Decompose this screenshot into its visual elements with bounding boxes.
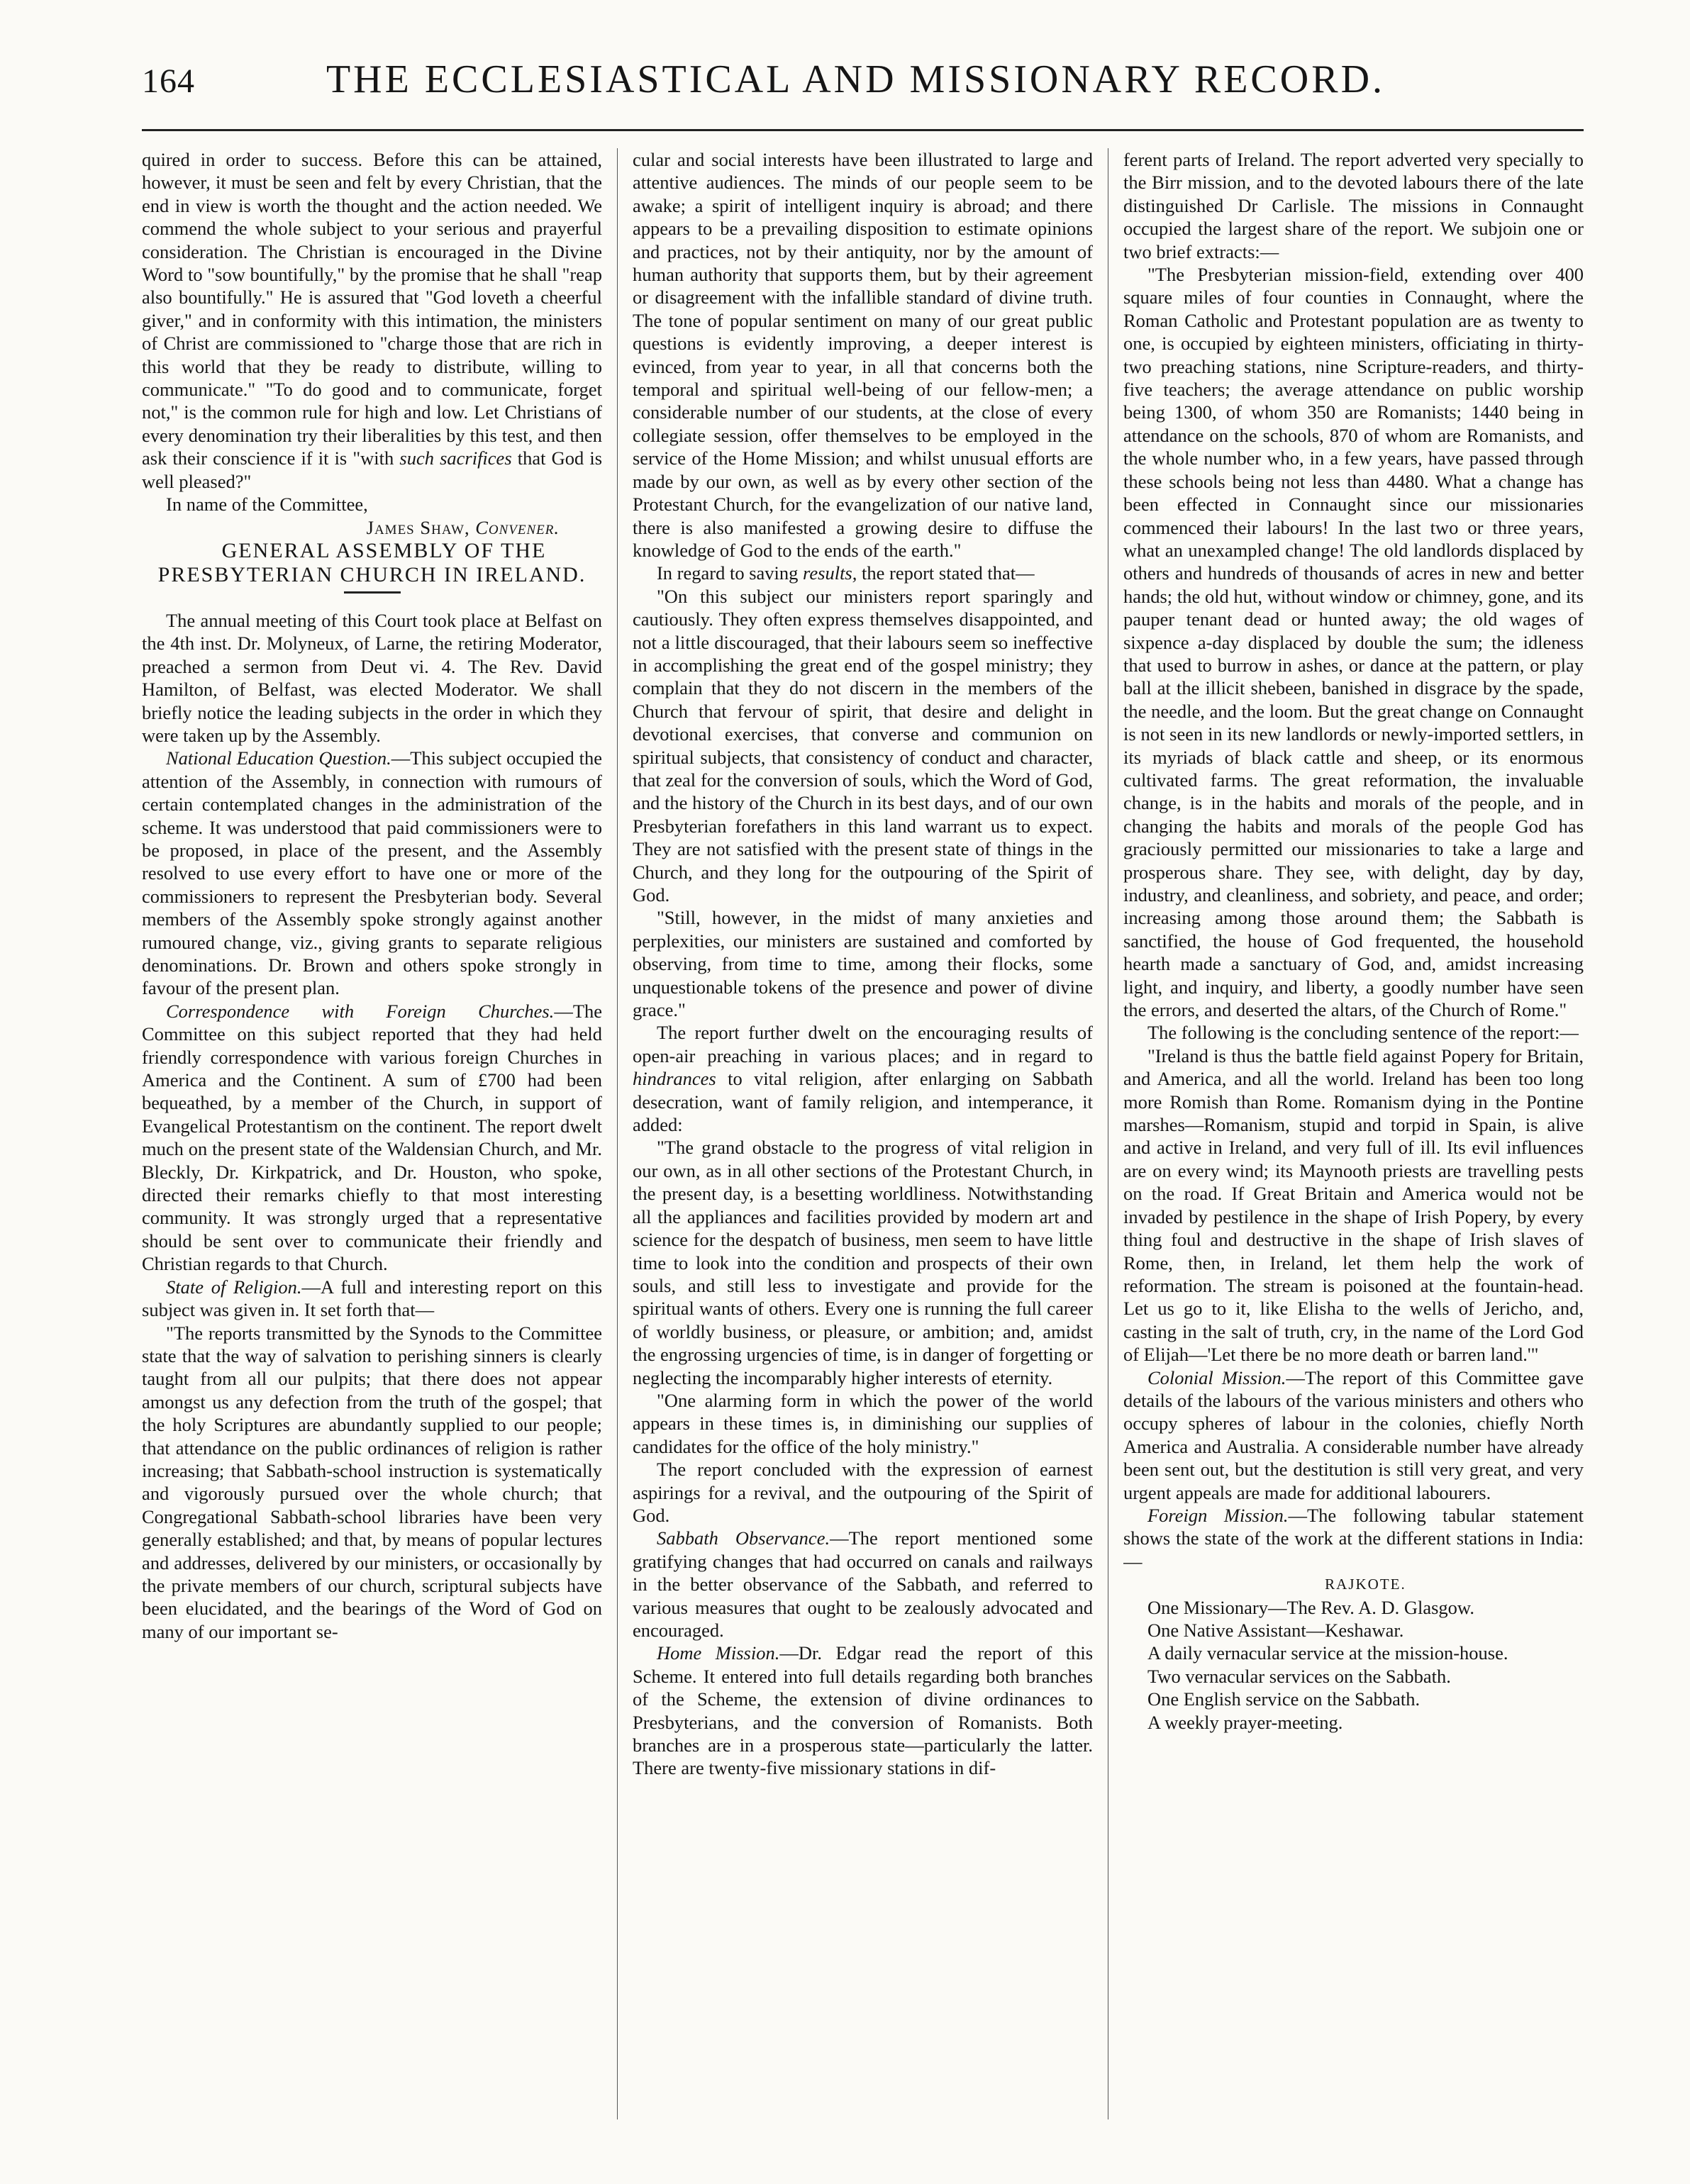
emphasis: results,	[803, 562, 857, 584]
section-rule	[344, 591, 401, 594]
list-item: One English service on the Sabbath.	[1147, 1688, 1421, 1710]
quoted-paragraph: "The Presbyterian mission-field, extending over 400 square miles of four counties in Connaught, where the Roman Catholic and Protestant population are as twenty to one, is occupied by eighteen ministers, officiating in thirty-two preaching stations, nine Scripture-readers, and thirty-five teachers; the average attendance on public worship being 1300, of whom 350 are Romanists; 1440 being in attendance on the schools, 870 of whom are Romanists, and the whole number who, in a few years, have passed through these schools being not less than 4480. What a change has been effected in Connaught since our missionaries commenced their labours! In the last two or three years, what an unexampled change! The old landlords displaced by others and hundreds of thousands of acres in new and better hands; the old hut, without window or chimney, gone, and its pauper tenant dead or hunted away; the old wages of sixpence a-day displaced by double the sum; the idleness that used to burrow in ashes, or dance at the pattern, or play ball at the illicit shebeen, banished in disgrace by the spade, the needle, and the loom. But the great change on Connaught is not seen in its new landlords or newly-imported settlers, in its myriads of black cattle and sheep, or its enormous cultivated farms. The great reformation, the invaluable change, is in the habits and morals of the people, and in changing the habits and morals of the people God has graciously permitted our missionaries to take a large and prosperous share. They see, with delight, day by day, industry, and cleanliness, and sobriety, and peace, and order; increasing among those around them; the Sabbath is sanctified, the house of God frequented, the household hearth made a sanctuary of God, and, amidst increasing light, and inquiry, and liberty, a goodly number have seen the errors, and deserted the altars, of the Church of Rome."	[1123, 264, 1584, 1021]
subheading: Correspondence with Foreign Churches.	[166, 1000, 555, 1022]
paragraph: State of Religion.—A full and interesting report on this subject was given in. It set forth that—	[142, 1276, 603, 1321]
column-2	[633, 148, 1093, 2119]
page-header	[142, 57, 1584, 119]
paragraph: cular and social interests have been illustrated to large and attentive audiences. The minds of our people seem to be awake; a spirit of intelligent inquiry is abroad; and there appears to be a prevailing disposition to estimate opinions and practices, not by their antiquity, nor by the amount of human authority that supports them, but by their agreement or disagreement with the infallible standard of divine truth. The tone of popular sentiment on many of our great public questions is evidently improving, a deeper interest is evinced, from year to year, in all that concerns both the temporal and spiritual well-being of our fellow-men; a considerable number of our students, at the close of every collegiate session, offer themselves to be employed in the service of the Home Mission; and whilst unusual efforts are made by our own, as well as by every other section of the Protestant Church, for the evangelization of our native land, there is also manifested a growing desire to diffuse the knowledge of God to the ends of the earth."	[632, 149, 1093, 561]
signature	[142, 516, 602, 539]
list-item: One Missionary—The Rev. A. D. Glasgow.	[1147, 1596, 1474, 1618]
header-rule	[142, 129, 1584, 131]
text-columns	[142, 148, 1584, 2119]
signature-name: James Shaw,	[366, 516, 470, 538]
station-heading: RAJKOTE.	[1325, 1576, 1406, 1593]
subheading: National Education Question.	[166, 747, 391, 769]
emphasis: such sacrifices	[399, 447, 512, 469]
signoff-line: In name of the Committee,	[166, 494, 368, 516]
running-title: THE ECCLESIASTICAL AND MISSIONARY RECORD.	[326, 57, 1386, 101]
paragraph: Home Mission.—Dr. Edgar read the report of this Scheme. It entered into full details regarding both branches of the Scheme, the extension of divine ordinances to Presbyterians, and the conversion of Romanists. Both branches are in a prosperous state—particularly the latter. There are twenty-five missionary stations in dif-	[632, 1642, 1093, 1779]
paragraph: ferent parts of Ireland. The report adverted very specially to the Birr mission, and to the devoted labours there of the late distinguished Dr Carlisle. The missions in Connaught occupied the largest share of the report. We subjoin one or two brief extracts:—	[1123, 149, 1584, 262]
signature-role: Convener.	[475, 516, 560, 538]
paragraph: quired in order to success. Before this can be attained, however, it must be seen and felt by every Christian, that the end in view is worth the thought and the action needed. We commend the whole subject to your serious and prayerful consideration. The Christian is encouraged in the Divine Word to "sow bountifully," by the promise that he shall "reap also bountifully." He is assured that "God loveth a cheerful giver," and in conformity with this intimation, the ministers of Christ are commissioned to "charge those that are rich in this world that they be ready to distribute, willing to communicate." "To do good and to communicate, forget not," is the common rule for high and low. Let Christians of every denomination try their liberalities by this test, and then ask their conscience if it is "with such sacrifices that God is well pleased?"	[142, 149, 603, 492]
emphasis: hindrances	[632, 1068, 716, 1090]
subheading: Sabbath Observance.	[656, 1527, 830, 1549]
list-item: One Native Assistant—Keshawar.	[1147, 1620, 1404, 1641]
paragraph: The report concluded with the expression of earnest aspirings for a revival, and the outpouring of the Spirit of God.	[632, 1459, 1093, 1526]
paragraph: The following is the concluding sentence of the report:—	[1147, 1022, 1579, 1044]
paragraph: National Education Question.—This subject occupied the attention of the Assembly, in connection with rumours of certain contemplated changes in the administration of the scheme. It was understood that paid commissioners were to be proposed, in place of the present, and the Assembly resolved to use every effort to have one or more of the commissioners to represent the Presbyterian body. Several members of the Assembly spoke strongly against another rumoured change, viz., giving grants to separate religious denominations. Dr. Brown and others spoke strongly in favour of the present plan.	[142, 747, 603, 999]
paragraph: The annual meeting of this Court took place at Belfast on the 4th inst. Dr. Molyneux, of Larne, the retiring Moderator, preached a sermon from Deut vi. 4. The Rev. David Hamilton, of Belfast, was elected Moderator. We shall briefly notice the leading subjects in the order in which they were taken up by the Assembly.	[142, 609, 603, 746]
paragraph: Colonial Mission.—The report of this Committee gave details of the labours of the various ministers and others who occupy spheres of labour in the colonies, chiefly North America and Australia. A considerable number have already been sent out, but the destitution is still very great, and very urgent appeals are made for additional labourers.	[1123, 1366, 1584, 1503]
quoted-paragraph: "One alarming form in which the power of the world appears in these times is, in diminishing our supplies of candidates for the office of the holy ministry."	[632, 1389, 1093, 1457]
quoted-paragraph: "On this subject our ministers report sparingly and cautiously. They often express themselves disappointed, and not a little discouraged, that their labours seem so ineffective in accomplishing the great end of the gospel ministry; they complain that they do not discern in the members of the Church that fervour of spirit, that desire and delight in devotional exercises, that converse and communion on spiritual subjects, that consistency of conduct and character, that zeal for the conversion of souls, which the Word of God, and the history of the Church in its best days, and of our own Presbyterian forefathers in this land warrant us to expect. They are not satisfied with the present state of things in the Church, and they long for the outpouring of the Spirit of God.	[632, 585, 1093, 906]
column-1	[142, 148, 602, 2119]
quoted-paragraph: "The grand obstacle to the progress of vital religion in our own, as in all other sections of the Protestant Church, in the present day, is a besetting worldliness. Notwithstanding all the appliances and facilities provided by modern art and science for the despatch of business, men seem to have little time to look into the condition and prospects of their own souls, and still less to investigate and provide for the spiritual wants of others. Every one is running the full career of worldly business, or pleasure, or ambition; and, amidst the engrossing urgencies of time, is in danger of forgetting or neglecting the incomparably higher interests of eternity.	[632, 1137, 1093, 1388]
paragraph: Foreign Mission.—The following tabular statement shows the state of the work at the different stations in India:—	[1123, 1504, 1584, 1572]
paragraph: Sabbath Observance.—The report mentioned some gratifying changes that had occurred on canals and railways in the better observance of the Sabbath, and referred to various measures that ought to be zealously advocated and encouraged.	[632, 1527, 1093, 1641]
list-item: A daily vernacular service at the mission-house.	[1147, 1642, 1508, 1664]
column-divider	[617, 148, 618, 2119]
quoted-paragraph: "Ireland is thus the battle field against Popery for Britain, and America, and all the world. Ireland has been too long more Romish than Rome. Romanism dying in the Pontine marshes—Romanism, stupid and torpid in Spain, is alive and active in Ireland, and very full of ill. Its evil influences are on every wind; its Maynooth priests are travelling pests on the road. If Great Britain and America would not be invaded by pestilence in the shape of Irish Popery, by every thing foul and destructive in the shape of Irish slaves of Rome, then, in Ireland, let them help the work of reformation. The stream is poisoned at the fountain-head. Let us go to it, like Elisha to the wells of Jericho, and, casting in the salt of truth, cry, in the name of the Lord God of Elijah—'Let there be no more death or barren land.'"	[1123, 1044, 1584, 1366]
subheading: Foreign Mission.	[1147, 1504, 1289, 1526]
paragraph: Correspondence with Foreign Churches.—The Committee on this subject reported that they had held friendly correspondence with various foreign Churches in America and the Continent. A sum of £700 had been bequeathed, by a member of the Church, in support of Evangelical Protestantism on the continent. The report dwelt much on the present state of the Waldensian Church, and Mr. Bleckly, Dr. Kirkpatrick, and Dr. Houston, who spoke, directed their remarks chiefly to that most interesting community. It was strongly urged that a representative should be sent over to communicate their friendly and Christian regards to that Church.	[142, 1000, 603, 1275]
subheading: State of Religion.	[166, 1276, 302, 1298]
station-list	[1123, 1596, 1584, 1734]
section-title: GENERAL ASSEMBLY OF THE PRESBYTERIAN CHURCH IN IRELAND.	[157, 538, 587, 586]
paragraph: In regard to saving results, the report stated that—	[656, 562, 1035, 584]
subheading: Home Mission.	[656, 1642, 780, 1664]
quoted-paragraph: "Still, however, in the midst of many anxieties and perplexities, our ministers are sustained and comforted by observing, from time to time, among their flocks, some unquestionable tokens of the presence and power of divine grace."	[632, 907, 1093, 1021]
quoted-paragraph: "The reports transmitted by the Synods to the Committee state that the way of salvation to perishing sinners is clearly taught from all our pulpits; that there does not appear amongst us any defection from the truth of the gospel; that the holy Scriptures are abundantly supplied to our people; that attendance on the public ordinances of religion is rather increasing; that Sabbath-school instruction is systematically and vigorously pursued over the whole church; that Congregational Sabbath-school libraries have been very generally established; and that, by means of popular lectures and addresses, delivered by our ministers, or occasionally by the private members of our church, scriptural subjects have been elucidated, and the bearings of the Word of God on many of our important se-	[142, 1322, 603, 1642]
page-number: 164	[142, 62, 195, 100]
list-item: Two vernacular services on the Sabbath.	[1147, 1665, 1451, 1687]
paragraph: The report further dwelt on the encouraging results of open-air preaching in various places; and in regard to hindrances to vital religion, after enlarging on Sabbath desecration, want of family religion, and intemperance, it added:	[632, 1022, 1093, 1136]
signoff	[142, 493, 602, 539]
column-3	[1123, 148, 1584, 2119]
subheading: Colonial Mission.	[1147, 1366, 1286, 1388]
list-item: A weekly prayer-meeting.	[1147, 1711, 1343, 1733]
